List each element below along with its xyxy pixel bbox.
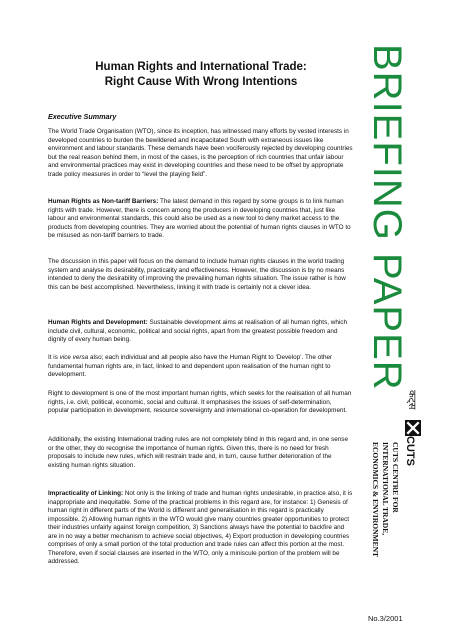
heading-nontariff: Human Rights as Non-tariff Barriers: <box>48 198 159 205</box>
text-vice-post: also; each individual and all people also have the Human Right to ‘Develop’. The other fundamental human rights are, in fact, linked to and dependent upon realisation of the human right to development. <box>48 354 333 379</box>
paragraph-vice-versa <box>48 354 354 380</box>
text-development: Sustainable development aims at realisation of all human rights, which include civil, cultural, economic, political and social rights, apart from the greatest possible freedom and dignity of every human being. <box>48 319 347 344</box>
logo-cuts-word: CUTS <box>404 436 416 466</box>
executive-summary-heading: Executive Summary <box>48 112 117 121</box>
paragraph-discussion: The discussion in this paper will focus on the demand to include human rights clauses in the world trading system and analyse its desirability, practicality and effectiveness. However, the discussion is by no means intended to deny the desirability of improving the prevailing human rights situation. The issue rather is how this can be best accomplished. Nevertheless, linking it with trade is certainly not a clever idea. <box>48 258 346 291</box>
text-impracticality: Not only is the linking of trade and human rights undesirable, in practice also, it is inappropriate and inequitable. Some of the practical problems in this regard are, for instance: 1) Genesis of human right in different parts of the World is different and generalisation in this regard is practically impossible. 2) Allowing human rights in the WTO would give many countries greater opportunities to protect their industries unfairly against foreign competition, 3) Sanctions always have the potential to backfire and are in no way a better mechanism to achieve social objectives, 4) Export production in developing countries comprises of only a small portion of the total production and trade rules can affect this portion at the most. Therefore, even if social clauses are inserted in the WTO, only a miniscule portion of the problem will be addressed. <box>48 490 353 566</box>
paragraph-development <box>48 319 354 345</box>
centre-line-1: CUTS CENTRE FOR <box>391 442 400 513</box>
logo-hindi-text: कट्स <box>406 390 417 410</box>
paragraph-impracticality <box>48 490 354 567</box>
briefing-paper-title: BRIEFING PAPER <box>365 44 409 391</box>
paragraph-existing-rules: Additionally, the existing International trading rules are not completely blind in this regard and, in one sense or the other, they do recognise the importance of human rights. Given this, there is no need for fresh proposals to include new rules, which will restrain trade and, in turn, cause further deterioration of the existing human rights situation. <box>48 436 348 469</box>
paragraph-right-to-development: Right to development is one of the most important human rights, which seeks for the realisation of all human rights, i.e. civil, political, economic, social and cultural. It emphasises the issues of self-determination, popular participation in development, resource sovereignty and international co-operation for development. <box>48 390 352 415</box>
heading-development: Human Rights and Development: <box>48 319 148 326</box>
centre-line-2: INTERNATIONAL TRADE, <box>381 442 390 536</box>
title-line-2: Right Cause With Wrong Intentions <box>104 76 298 88</box>
text-vice-versa: vice versa <box>59 354 89 361</box>
text-vice-pre: It is <box>48 354 60 361</box>
text-nontariff: The latest demand in this regard by some groups is to link human rights with trade. However, there is concern among the producers in developing countries that, just like labour and environmental standards, this could also be used as a new tool to deny market access to the products from developing countries. They are worried about the potential of human rights clauses in WTO to be misused as non-tariff barriers to trade. <box>48 198 351 240</box>
heading-impracticality: Impracticality of Linking: <box>48 490 124 497</box>
issue-number: No.3/2001 <box>368 614 403 623</box>
centre-line-3: ECONOMICS & ENVIRONMENT <box>371 442 380 558</box>
page-title <box>48 60 354 90</box>
cuts-logo-icon <box>405 420 421 436</box>
paragraph-intro: The World Trade Organisation (WTO), since its inception, has witnessed many efforts by vested interests in developed countries to burden the bewildered and incapacitated South with extraneous issues like environment and labour standards. These demands have been vociferously rejected by developing countries but the real reason behind them, in most of the cases, is the perception of rich countries that unfair labour and environmental practices may exist in developing countries and these need to be offset by appropriate trade policy measures in order to “level the playing field”. <box>48 128 353 178</box>
title-line-1: Human Rights and International Trade: <box>95 61 307 73</box>
paragraph-nontariff <box>48 198 354 241</box>
